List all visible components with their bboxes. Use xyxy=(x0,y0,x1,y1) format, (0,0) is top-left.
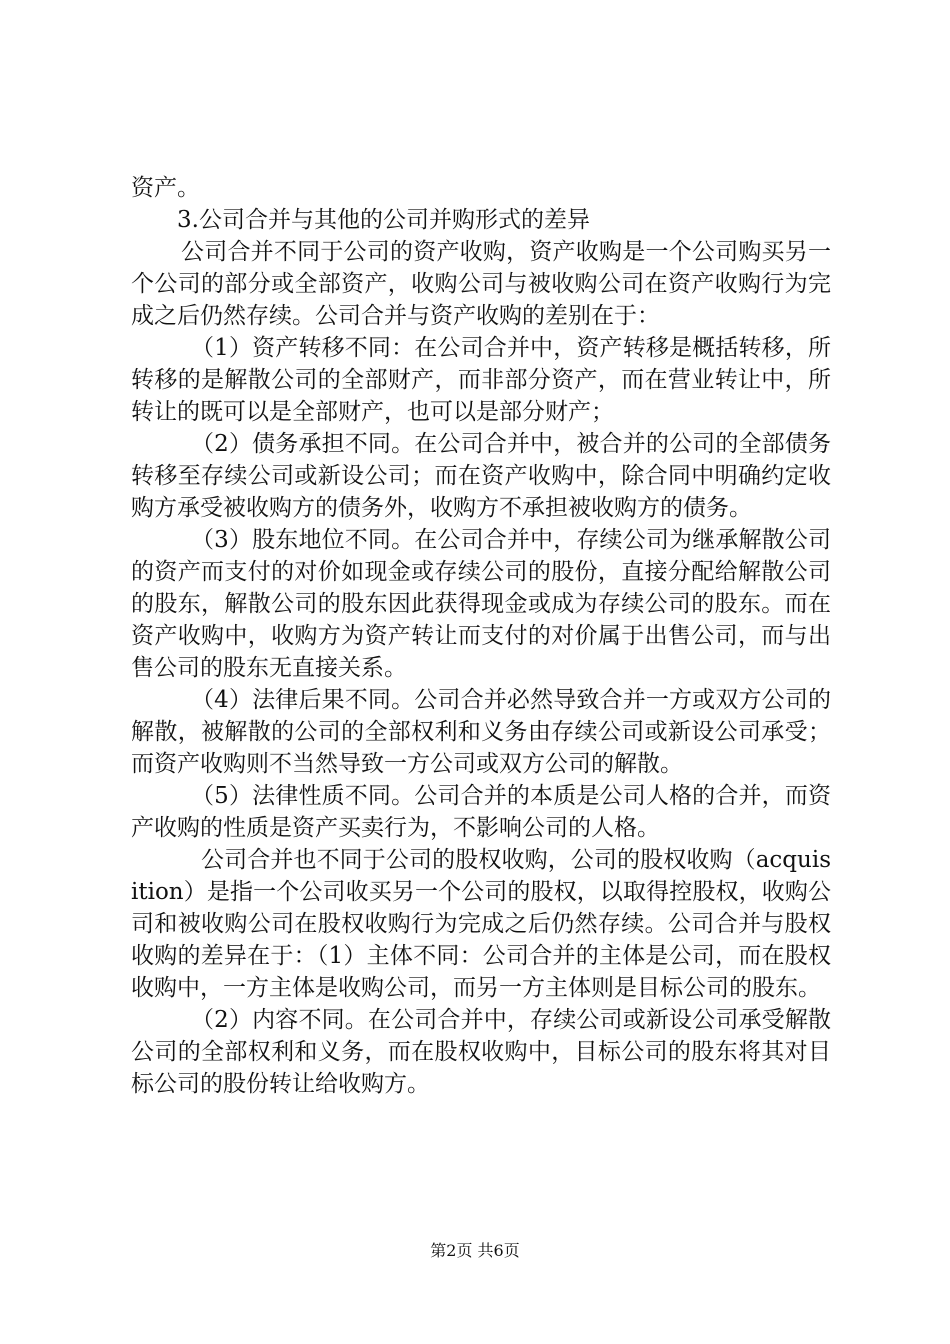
paragraph-point-5: （5）法律性质不同。公司合并的本质是公司人格的合并，而资产收购的性质是资产买卖行为，不影响公司的人格。 xyxy=(131,783,831,841)
paragraph-equity-acquisition-intro: 公司合并也不同于公司的股权收购，公司的股权收购（acquisition）是指一个公司收买另一个公司的股权，以取得控股权，收购公司和被收购公司在股权收购行为完成之后仍然存续。公司合并与股权收购的差异在于：（1）主体不同：公司合并的主体是公司，而在股权收购中，一方主体是收购公司，而另一方主体则是目标公司的股东。 xyxy=(131,847,831,1001)
paragraph-asset-acquisition-intro: 公司合并不同于公司的资产收购，资产收购是一个公司购买另一个公司的部分或全部资产，收购公司与被收购公司在资产收购行为完成之后仍然存续。公司合并与资产收购的差别在于： xyxy=(131,239,831,329)
paragraph-continuation: 资产。 xyxy=(131,175,200,201)
paragraph-point-4: （4）法律后果不同。公司合并必然导致合并一方或双方公司的解散，被解散的公司的全部权利和义务由存续公司或新设公司承受；而资产收购则不当然导致一方公司或双方公司的解散。 xyxy=(131,687,831,777)
page-footer: 第2页 共6页 xyxy=(430,1241,520,1260)
paragraph-point-3: （3）股东地位不同。在公司合并中，存续公司为继承解散公司的资产而支付的对价如现金或存续公司的股份，直接分配给解散公司的股东，解散公司的股东因此获得现金或成为存续公司的股东。而在资产收购中，收购方为资产转让而支付的对价属于出售公司，而与出售公司的股东无直接关系。 xyxy=(131,527,831,681)
document-body xyxy=(131,172,831,1100)
paragraph-point-1: （1）资产转移不同：在公司合并中，资产转移是概括转移，所转移的是解散公司的全部财产，而非部分资产，而在营业转让中，所转让的既可以是全部财产，也可以是部分财产； xyxy=(131,335,831,425)
paragraph-point-2: （2）债务承担不同。在公司合并中，被合并的公司的全部债务转移至存续公司或新设公司；而在资产收购中，除合同中明确约定收购方承受被收购方的债务外，收购方不承担被收购方的债务。 xyxy=(131,431,831,521)
paragraph-equity-point-2: （2）内容不同。在公司合并中，存续公司或新设公司承受解散公司的全部权利和义务，而在股权收购中，目标公司的股东将其对目标公司的股份转让给收购方。 xyxy=(131,1007,831,1097)
section-heading: 3.公司合并与其他的公司并购形式的差异 xyxy=(177,207,590,233)
